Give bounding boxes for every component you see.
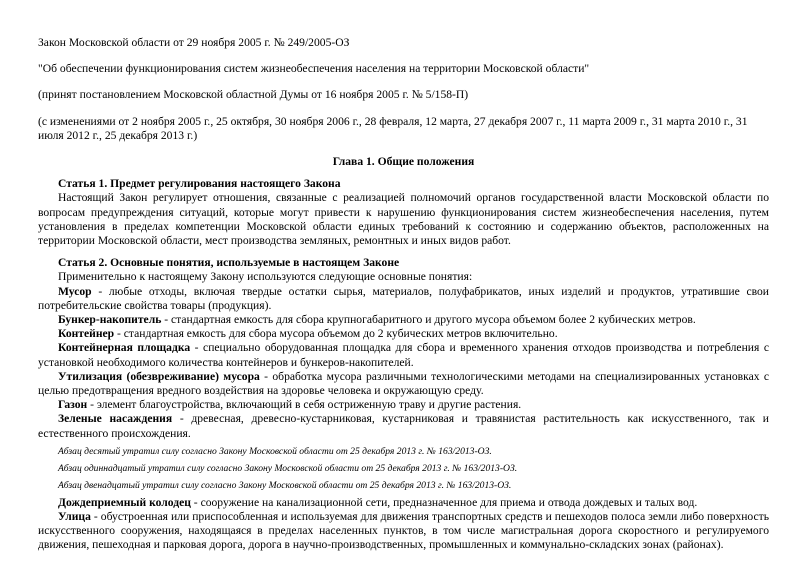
definition-text: - стандартная емкость для сбора мусора объемом до 2 кубических метров включительно.	[114, 327, 558, 341]
definition-paragraph	[38, 370, 769, 398]
definition-term: Дождеприемный колодец	[58, 495, 191, 509]
definition-text: - обработка мусора различными технологическими методами на специализированных установках с целью предотвращения вредного воздействия на здоровье человека и окружающую среду.	[38, 369, 769, 398]
definition-paragraph	[38, 313, 769, 327]
definition-paragraph	[38, 327, 769, 341]
law-subject: "Об обеспечении функционирования систем жизнеобеспечения населения на территории Московской области"	[38, 62, 590, 76]
definition-text: - элемент благоустройства, включающий в себя остриженную траву и другие растения.	[87, 398, 522, 412]
article-1-title: Статья 1. Предмет регулирования настоящего Закона	[58, 177, 341, 191]
definition-text: - любые отходы, включая твердые остатки сырья, материалов, полуфабрикатов, иных изделий и продуктов, утратившие свои потребительские свойства товары (продукция).	[38, 284, 769, 312]
definition-term: Утилизация (обезвреживание) мусора	[58, 369, 260, 383]
definition-text: - стандартная емкость для сбора крупногабаритного и другого мусора объемом более 2 кубических метров.	[161, 313, 696, 327]
adoption-note: (принят постановлением Московской областной Думы от 16 ноября 2005 г. № 5/158-П)	[38, 88, 469, 102]
definition-paragraph	[38, 510, 769, 553]
amendments-note: (с изменениями от 2 ноября 2005 г., 25 октября, 30 ноября 2006 г., 28 февраля, 12 марта, 27 декабря 2007 г., 11 марта 2009 г., 31 марта 2010 г., 31 июля 2012 г., 25 декабря 2013 г.)	[38, 114, 748, 142]
definition-term: Контейнер	[58, 327, 115, 341]
article-2-title: Статья 2. Основные понятия, используемые в настоящем Законе	[58, 256, 400, 270]
definition-term: Контейнерная площадка	[58, 341, 191, 355]
definition-text: - сооружение на канализационной сети, предназначенное для приема и отвода дождевых и талых вод.	[190, 495, 698, 509]
definition-text: - обустроенная или приспособленная и используемая для движения транспортных средств и пешеходов полоса земли либо поверхность искусственного сооружения, находящаяся в пределах населенных пунктов, в том числе магистральная дорога скоростного и регулируемого движения, пешеходная и парковая дорога, дорога в научно-производственных, промышленных и коммунально-складских зонах (районах).	[38, 510, 769, 552]
definition-term: Улица	[58, 510, 91, 524]
definition-paragraph	[38, 496, 769, 510]
article-2-intro: Применительно к настоящему Закону используются следующие основные понятия:	[58, 270, 473, 284]
definition-text: - древесная, древесно-кустарниковая, кустарниковая и травянистая растительность как искусственного, так и естественного происхождения.	[38, 412, 769, 440]
repeal-note: Абзац десятый утратил силу согласно Закону Московской области от 25 декабря 2013 г. № 163/2013-ОЗ.	[58, 445, 492, 457]
definition-term: Газон	[58, 398, 88, 412]
definition-paragraph	[38, 285, 769, 313]
definition-paragraph	[38, 398, 769, 412]
definition-paragraph	[38, 341, 769, 369]
repeal-note: Абзац двенадцатый утратил силу согласно Закону Московской области от 25 декабря 2013 г. № 163/2013-ОЗ.	[58, 479, 512, 491]
article-1-text: Настоящий Закон регулирует отношения, связанные с реализацией полномочий органов государственной власти Московской области по вопросам предупреждения ситуаций, которые могут привести к нарушению функционирования систем жизнеобеспечения населения, путем установления в пределах компетенции Московской области единых требований к состоянию и содержанию объектов, расположенных на территории Московской области, мест производства земляных, ремонтных и иных видов работ.	[38, 191, 769, 248]
definition-text: - специально оборудованная площадка для сбора и временного хранения отходов производства и потребления с установкой необходимого количества контейнеров и бункеров-накопителей.	[38, 341, 769, 369]
law-title: Закон Московской области от 29 ноября 2005 г. № 249/2005-ОЗ	[38, 36, 350, 49]
definition-paragraph	[38, 412, 769, 440]
repeal-note: Абзац одиннадцатый утратил силу согласно Закону Московской области от 25 декабря 2013 г. № 163/2013-ОЗ.	[58, 462, 518, 474]
chapter-title: Глава 1. Общие положения	[332, 155, 475, 169]
definition-term: Бункер-накопитель	[58, 313, 162, 327]
definition-term: Мусор	[58, 284, 92, 298]
definition-term: Зеленые насаждения	[58, 412, 173, 426]
